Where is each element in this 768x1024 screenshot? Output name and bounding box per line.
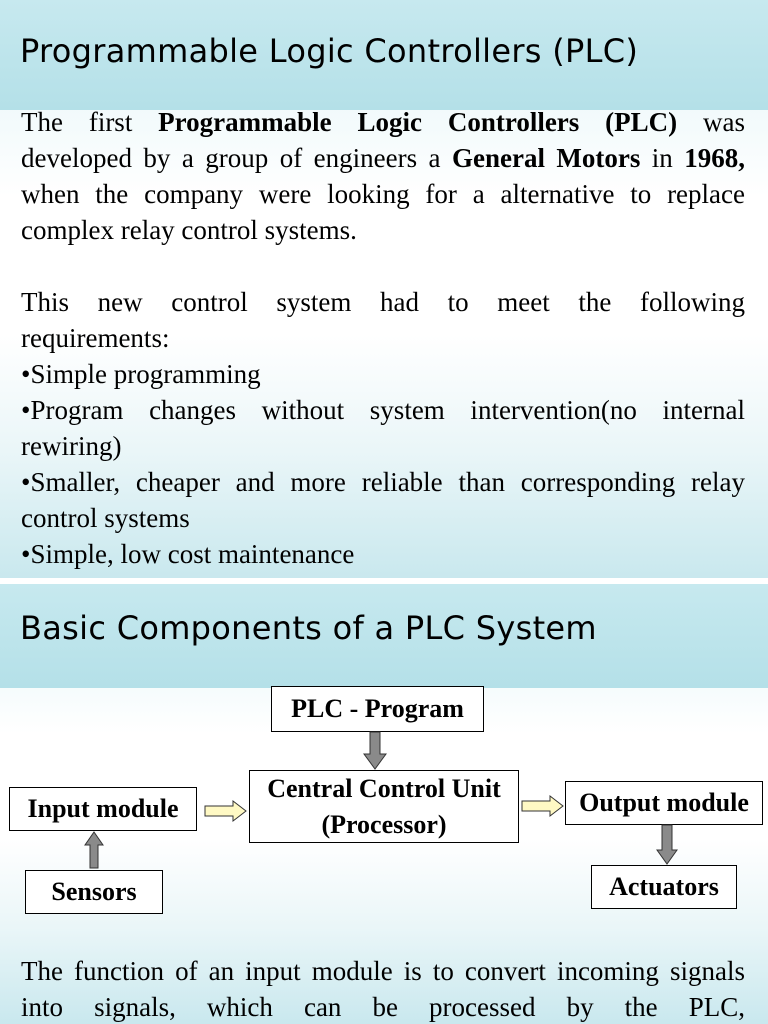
ccu-label-line2: (Processor) — [321, 809, 447, 839]
actuators-label: Actuators — [609, 872, 719, 901]
slide-title: Basic Components of a PLC System — [20, 609, 597, 647]
up-arrow-icon — [84, 831, 104, 869]
sensors-label: Sensors — [51, 877, 137, 906]
intro-paragraph — [21, 104, 745, 248]
right-arrow-icon — [522, 795, 564, 817]
requirements-intro-line: This new control system had to meet the following — [21, 287, 745, 317]
requirements-text — [21, 284, 745, 572]
slide-title: Programmable Logic Controllers (PLC) — [20, 32, 639, 70]
body-text — [21, 104, 745, 248]
bold-run: Programmable Logic Controllers (PLC) — [158, 107, 678, 137]
sensors-box — [25, 870, 163, 914]
bullet-item: •Simple programming — [21, 359, 261, 389]
bullet-item: •Simple, low cost maintenance — [21, 539, 355, 569]
output-module-box — [565, 781, 763, 825]
text-run: when the company were looking for a alternative to replace complex relay control systems. — [21, 179, 745, 245]
right-arrow-icon — [205, 800, 247, 822]
caption-text — [21, 953, 745, 1024]
bold-run: General Motors — [451, 143, 641, 173]
text-run: in — [640, 143, 685, 173]
text-run: The first — [21, 107, 159, 137]
central-control-unit-box — [249, 770, 519, 843]
input-module-label: Input module — [27, 794, 179, 823]
bold-run: 1968, — [684, 143, 745, 173]
input-module-box — [9, 787, 197, 831]
plc-program-label: PLC - Program — [291, 694, 464, 723]
down-arrow-icon — [363, 732, 387, 770]
down-arrow-icon — [656, 825, 678, 865]
requirements-label: requirements: — [21, 323, 170, 353]
text-run: was developed by a group of engineers a — [21, 107, 745, 173]
ccu-label-line1: Central Control Unit — [267, 773, 501, 803]
title-band — [0, 0, 768, 110]
caption-paragraph: The function of an input module is to convert incoming signals into signals, which can be processed by the PLC, — [21, 956, 745, 1022]
plc-program-box — [271, 686, 484, 732]
slide-plc-components — [0, 584, 768, 1024]
title-band — [0, 584, 768, 688]
output-module-label: Output module — [579, 788, 749, 817]
bullet-item: •Smaller, cheaper and more reliable than corresponding relay control systems — [21, 467, 745, 533]
actuators-box — [591, 865, 737, 909]
bullet-item: •Program changes without system intervention(no internal rewiring) — [21, 395, 745, 461]
